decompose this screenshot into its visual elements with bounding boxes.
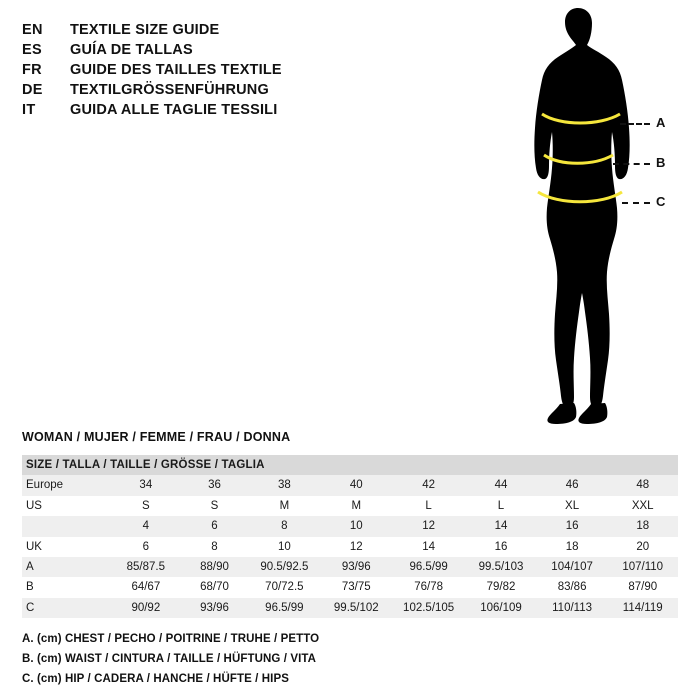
table-header-label: SIZE / TALLA / TAILLE / GRÖSSE / TAGLIA [26, 459, 265, 471]
cell: 68/70 [200, 581, 229, 594]
cell: 10 [277, 540, 291, 553]
language-row [22, 62, 452, 78]
legend-line-b: B. (cm) WAIST / CINTURA / TAILLE / HÜFTUNG / VITA [22, 653, 317, 665]
cell: 44 [494, 479, 508, 492]
cell: 79/82 [486, 581, 516, 594]
leader-line-c [622, 202, 650, 204]
measure-label-b: B [656, 155, 666, 170]
cell: 10 [349, 520, 363, 533]
legend-line-c: C. (cm) HIP / CADERA / HANCHE / HÜFTE / HIPS [22, 673, 290, 685]
measurement-legend [22, 633, 682, 693]
size-table [22, 455, 678, 618]
cell: 104/107 [551, 560, 593, 573]
leader-line-a [620, 123, 650, 125]
cell: 18 [636, 520, 650, 533]
cell: 8 [281, 520, 288, 533]
table-row [22, 557, 678, 577]
cell: S [141, 499, 150, 512]
cell: 114/119 [622, 601, 663, 614]
cell: 18 [565, 540, 579, 553]
cell: 48 [636, 479, 650, 492]
language-row [22, 22, 452, 38]
language-code-es: ES [22, 42, 42, 58]
cell: 42 [422, 479, 436, 492]
cell: 6 [142, 540, 150, 553]
cell: L [497, 499, 505, 512]
language-row [22, 82, 452, 98]
cell: 90/92 [131, 601, 161, 614]
language-title-list [22, 22, 452, 122]
table-row [22, 475, 678, 495]
cell: XL [565, 499, 580, 512]
cell: L [425, 499, 432, 512]
cell: 90.5/92.5 [260, 560, 309, 573]
cell: 73/75 [341, 581, 371, 594]
language-code-en: EN [22, 22, 43, 38]
table-row [22, 537, 678, 557]
cell: 93/96 [341, 560, 371, 573]
language-title-en: TEXTILE SIZE GUIDE [70, 22, 220, 38]
cell: 83/86 [557, 581, 587, 594]
cell: 110/113 [552, 601, 593, 614]
cell: 12 [422, 520, 436, 533]
silhouette-icon [470, 8, 695, 428]
leader-line-b [613, 163, 650, 165]
table-header-row [22, 455, 678, 475]
cell: 6 [211, 520, 218, 533]
cell: 12 [349, 540, 363, 553]
language-title-fr: GUIDE DES TAILLES TEXTILE [70, 62, 282, 78]
cell: 16 [494, 540, 508, 553]
cell: XXL [631, 499, 654, 512]
cell: 107/110 [622, 560, 664, 573]
language-code-fr: FR [22, 62, 42, 78]
row-label-us: US [26, 499, 42, 512]
language-code-de: DE [22, 82, 43, 98]
cell: 99.5/103 [478, 560, 524, 573]
row-label-c: C [26, 601, 35, 614]
language-row [22, 42, 452, 58]
language-title-de: TEXTILGRÖSSENFÜHRUNG [70, 82, 269, 98]
table-section-title: WOMAN / MUJER / FEMME / FRAU / DONNA [22, 430, 291, 444]
cell: 106/109 [480, 601, 522, 614]
language-code-it: IT [22, 102, 36, 118]
cell: M [279, 499, 290, 512]
cell: M [351, 499, 362, 512]
cell: 20 [636, 540, 650, 553]
cell: 96.5/99 [265, 601, 304, 614]
language-title-it: GUIDA ALLE TAGLIE TESSILI [70, 102, 278, 118]
cell: 88/90 [200, 560, 229, 573]
cell: 99.5/102 [333, 601, 379, 614]
table-row [22, 516, 678, 536]
row-label-a: A [26, 560, 34, 573]
female-silhouette-figure [470, 8, 695, 428]
cell: 14 [494, 520, 508, 533]
cell: 96.5/99 [409, 560, 448, 573]
cell: 4 [142, 520, 150, 533]
cell: 93/96 [200, 601, 229, 614]
row-label-us-numeric [22, 516, 111, 536]
cell: 70/72.5 [265, 581, 304, 594]
cell: S [210, 499, 219, 512]
row-label-uk: UK [26, 540, 42, 553]
cell: 64/67 [131, 581, 161, 594]
language-title-es: GUÍA DE TALLAS [70, 42, 193, 58]
cell: 14 [422, 540, 436, 553]
measure-label-a: A [656, 115, 666, 130]
language-row [22, 102, 452, 118]
cell: 34 [139, 479, 153, 492]
row-label-b: B [26, 581, 34, 594]
cell: 8 [211, 540, 218, 553]
cell: 38 [277, 479, 291, 492]
cell: 102.5/105 [403, 601, 455, 614]
cell: 46 [565, 479, 579, 492]
table-row [22, 577, 678, 597]
cell: 87/90 [628, 581, 658, 594]
cell: 76/78 [414, 581, 444, 594]
table-row [22, 598, 678, 618]
cell: 36 [208, 479, 221, 492]
cell: 85/87.5 [126, 560, 166, 573]
cell: 16 [565, 520, 579, 533]
cell: 40 [349, 479, 363, 492]
legend-line-a: A. (cm) CHEST / PECHO / POITRINE / TRUHE / PETTO [22, 633, 320, 645]
measure-label-c: C [656, 194, 666, 209]
row-label-europe: Europe [26, 479, 64, 492]
table-row [22, 496, 678, 516]
